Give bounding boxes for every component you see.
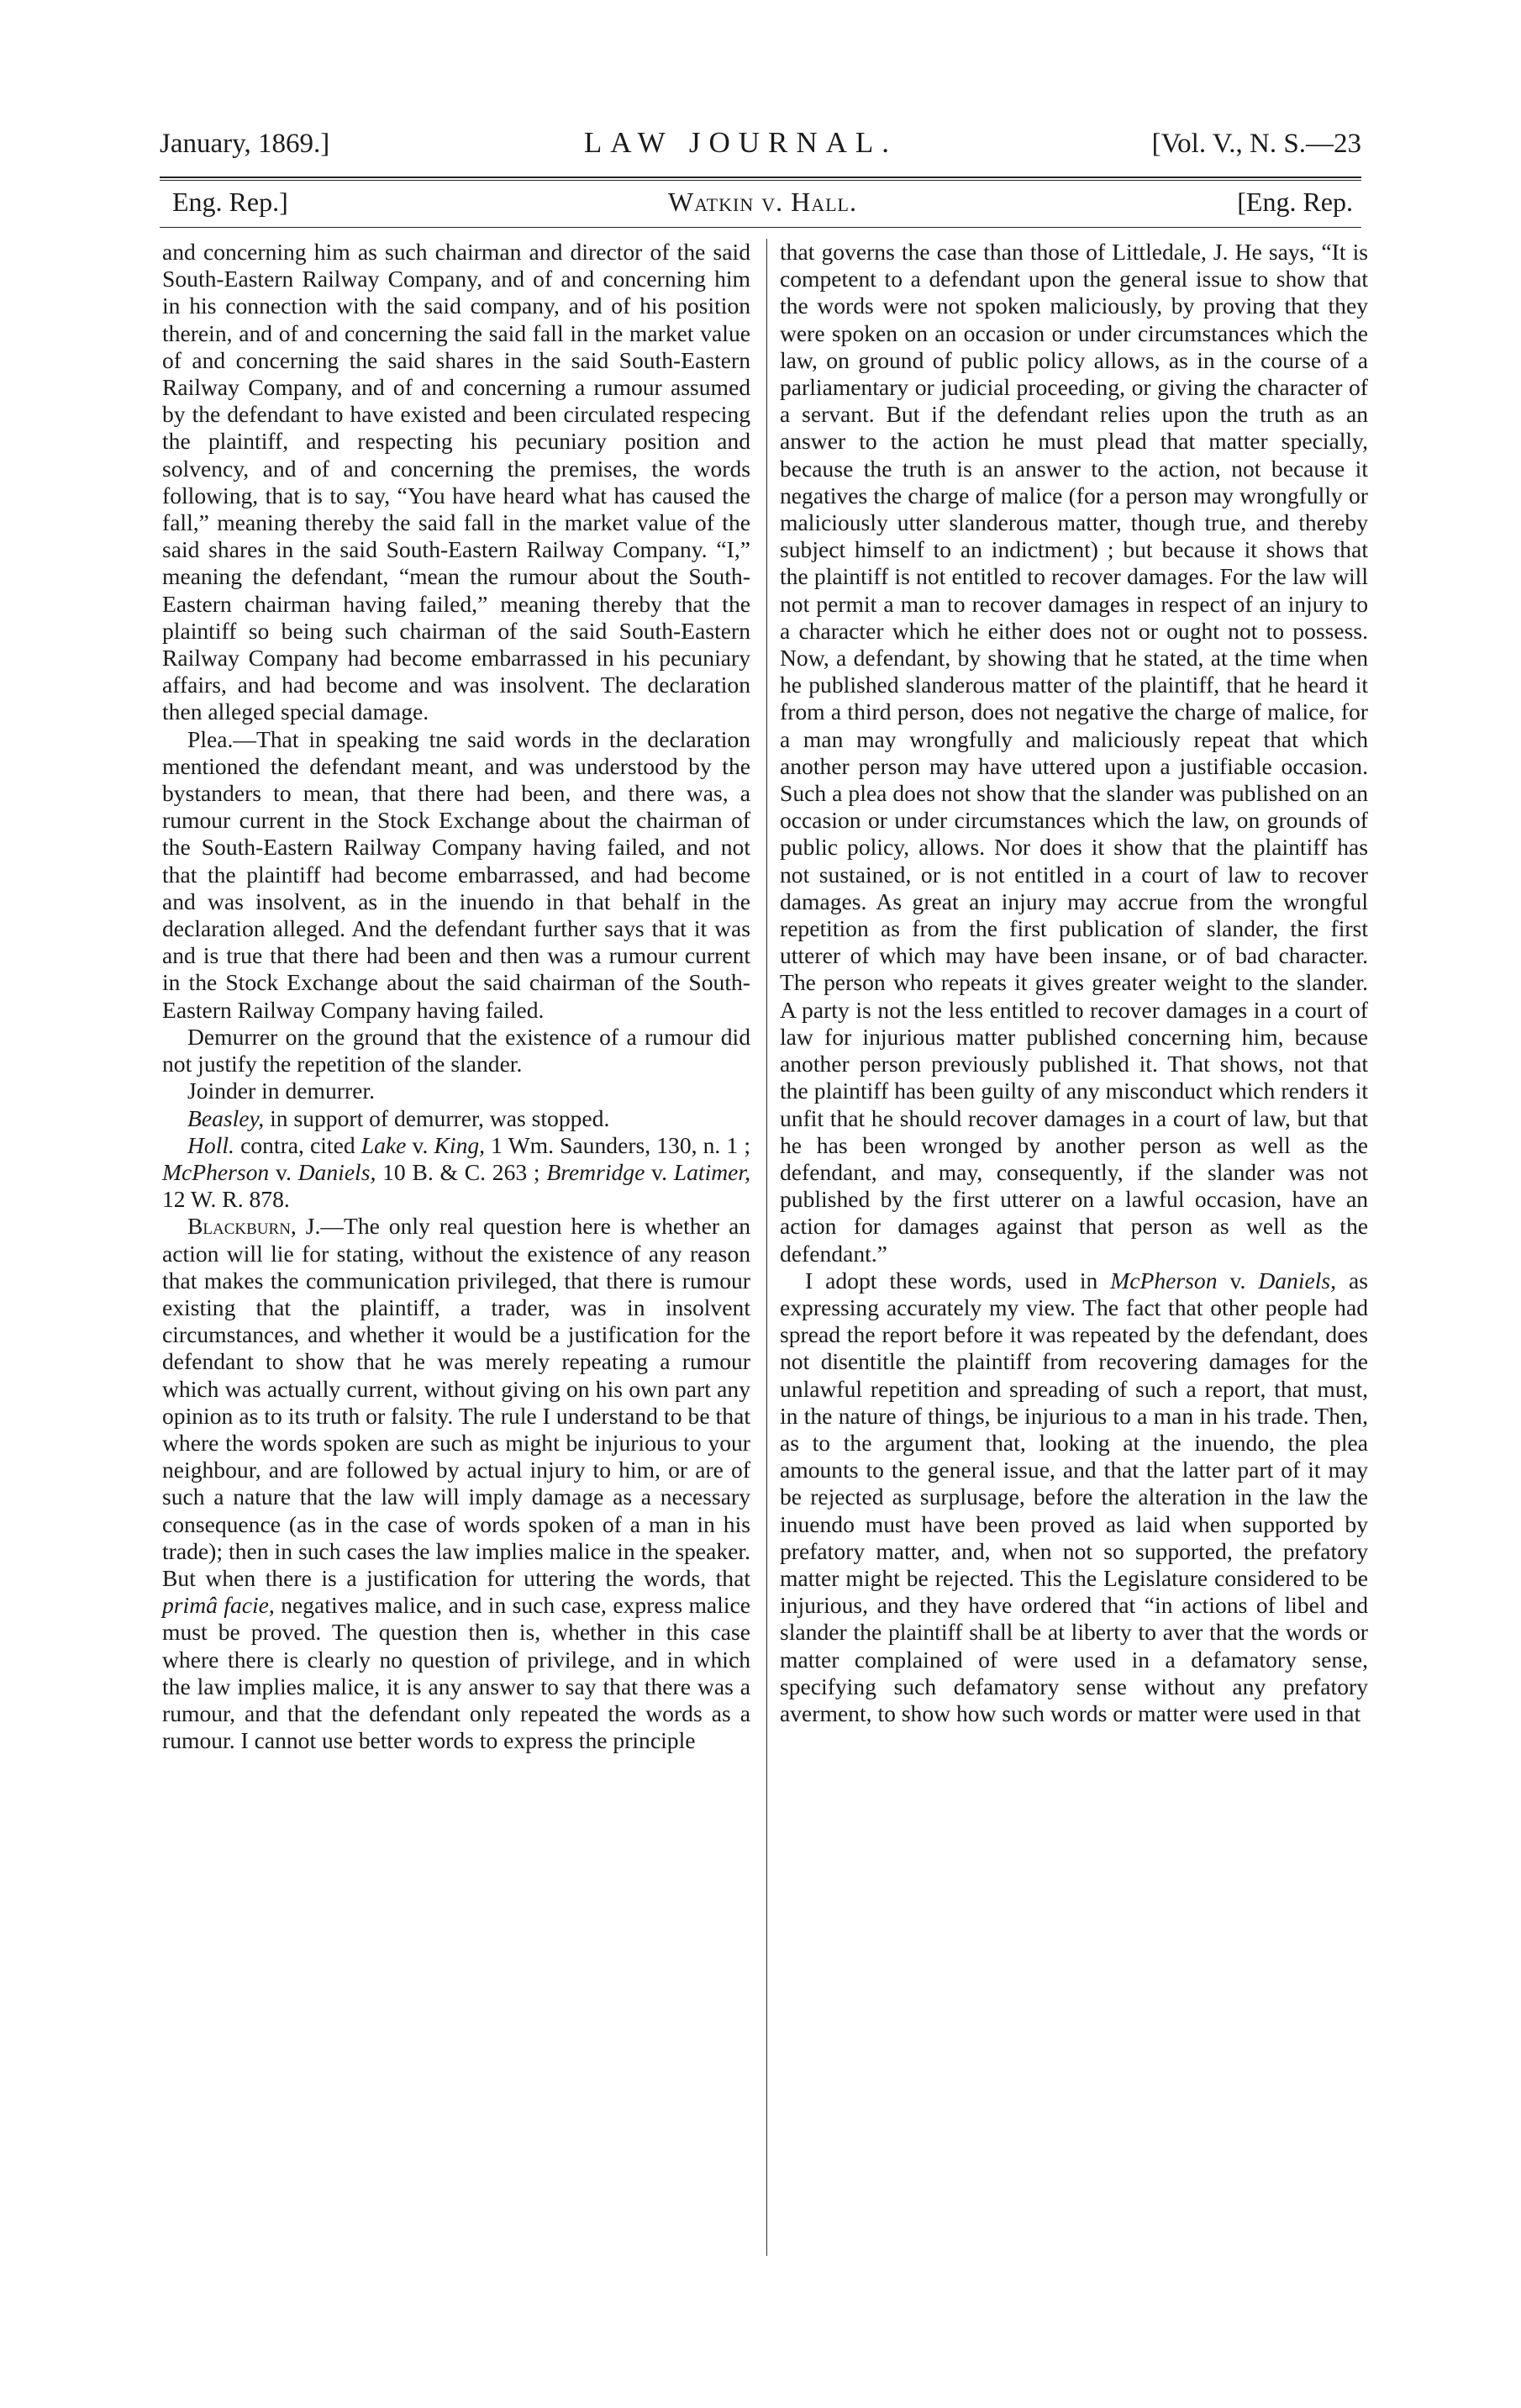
running-head	[160, 126, 1361, 177]
text-run: 12 W. R. 878.	[162, 1186, 290, 1213]
case-title: Watkin v. Hall.	[668, 187, 857, 217]
text-run: as expressing accurately my view. The fact that other people had spread the report before it was repeated by the defendant, does not disentitle the plaintiff from recovering damages for the unlawful repetition and spreading of such a report, that must, in the nature of things, be injurious to a man in his trade. Then, as to the argument that, looking at the inuendo, the plea amounts to the general issue, and that the latter part of it may be rejected as surplusage, before the alteration in the law the inuendo must have been proved as laid when supported by prefatory matter, and, when not so supported, the prefatory matter might be rejected. This the Legislature considered to be injurious, and they have ordered that “in actions of libel and slander the plaintiff shall be at liberty to aver that the words or matter complained of were used in a defamatory sense, specifying such defamatory sense without any prefatory averment, to show how such words or matter were used in that	[780, 1267, 1368, 1726]
text-run: v.	[645, 1158, 674, 1185]
counsel-name: Holl.	[187, 1131, 234, 1158]
section-right: [Eng. Rep.	[1237, 187, 1353, 217]
text-run: v.	[1217, 1267, 1259, 1294]
case-name: Bremridge	[546, 1158, 645, 1185]
text-run: 10 B. & C. 263 ;	[376, 1158, 547, 1185]
left-paragraph-counsel-support	[162, 1105, 750, 1132]
left-paragraph-plea: Plea.—That in speaking tne said words in the declaration mentioned the defendant meant, and was understood by the bystanders to mean, that there had been, and there was, a rumour current in the Stock Exchange about the chairman of the South-Eastern Railway Company having failed, and not that the plaintiff had become embarrassed, and had become and was insolvent, as in the inuendo in that behalf in the declaration alleged. And the defendant further says that it was and is true that there had been and then was a rumour current in the Stock Exchange about the said chairman of the South-Eastern Railway Company having failed.	[162, 725, 750, 1023]
counsel-text: in support of demurrer, was stopped.	[264, 1104, 610, 1131]
text-run: v.	[269, 1158, 298, 1185]
left-paragraph-demurrer: Demurrer on the ground that the existence of a rumour did not justify the repetition of the slander.	[162, 1023, 750, 1078]
left-paragraph-counsel-contra	[162, 1132, 750, 1214]
section-head	[172, 187, 1353, 225]
case-name: Latimer,	[673, 1158, 750, 1185]
case-name: McPherson	[1110, 1267, 1218, 1294]
text-run: negatives malice, and in such case, express malice must be proved. The question then is, whether in this case where there is clearly no question of privilege, and in which the law implies malice, it is any answer to say that there was a rumour, and that the defendant only repeated the words as a rumour. I cannot use better words to express the principle	[162, 1592, 750, 1754]
case-name: Daniels,	[1258, 1267, 1337, 1294]
case-name: McPherson	[162, 1158, 270, 1185]
case-name: King,	[434, 1131, 486, 1158]
text-run: contra, cited	[234, 1131, 361, 1158]
left-column	[162, 239, 750, 1754]
left-paragraph-joinder: Joinder in demurrer.	[187, 1078, 375, 1104]
text-run: v.	[406, 1131, 434, 1158]
left-paragraph-declaration: and concerning him as such chairman and director of the said South-Eastern Railway Company, and of and concerning him in his connection with the said company, and of his position therein, and of and concerning the said fall in the market value of and concerning the said shares in the said South-Eastern Railway Company, and of and concerning a rumour assumed by the defendant to have existed and been circulated respecing the plaintiff, and respecting his pecuniary position and solvency, and of and concerning the premises, the words following, that is to say, “You have heard what has caused the fall,” meaning thereby the said fall in the market value of the said shares in the said South-Eastern Railway Company. “I,” meaning the defendant, “mean the rumour about the South-Eastern chairman having failed,” meaning thereby that the plaintiff so being such chairman of the said South-Eastern Railway Company had become embarrassed in his pecuniary affairs, and had become and was insolvent. The declaration then alleged special damage.	[162, 239, 750, 725]
latin-phrase: primâ facie,	[162, 1592, 275, 1619]
issue-date: January, 1869.]	[160, 129, 330, 159]
text-run: —The only real question here is whether an action will lie for stating, without the existence of any reason that makes the communication privileged, that there is rumour existing that the plaintiff, a trader, was in insolvent circumstances, and whether it would be a justification for the defendant to show that he was merely repeating a rumour which was actually current, without giving on his own part any opinion as to its truth or falsity. The rule I understand to be that where the words spoken are such as might be injurious to your neighbour, and are followed by actual injury to him, or are of such a nature that the law will imply damage as a necessary consequence (as in the case of words spoken of a man in his trade); then in such cases the law implies malice in the speaker. But when there is a justification for uttering the words, that	[162, 1213, 750, 1591]
text-run: 1 Wm. Saunders, 130, n. 1 ;	[485, 1131, 750, 1158]
journal-title: LAW JOURNAL.	[583, 126, 898, 159]
volume-page: [Vol. V., N. S.—23	[1151, 129, 1361, 159]
case-name: Lake	[361, 1131, 407, 1158]
right-column	[780, 239, 1368, 1727]
right-paragraph-judgment	[780, 1267, 1368, 1727]
section-rule	[160, 227, 1361, 228]
column-divider	[766, 239, 767, 2256]
right-paragraph-quotation: that governs the case than those of Littledale, J. He says, “It is competent to a defendant upon the general issue to show that the words were not spoken maliciously, by proving that they were spoken on an occasion or under circumstances which the law, on ground of public policy allows, as in the course of a parliamentary or judicial proceeding, or giving the character of a servant. But if the defendant relies upon the truth as an answer to the action he must plead that matter specially, because the truth is an answer to the action, not because it negatives the charge of malice (for a person may wrongfully or maliciously utter slanderous matter, though true, and thereby subject himself to an indictment) ; but because it shows that the plaintiff is not entitled to recover damages. For the law will not permit a man to recover damages in respect of an injury to a character which he either does not or ought not to possess. Now, a defendant, by showing that he stated, at the time when he published slanderous matter of the plaintiff, that he heard it from a third person, does not negative the charge of malice, for a man may wrongfully and maliciously repeat that which another person may have uttered upon a justifiable occasion. Such a plea does not show that the slander was published on an occasion or under circumstances which the law, on grounds of public policy, allows. Nor does it show that the plaintiff has not sustained, or is not entitled in a court of law to recover damages. As great an injury may accrue from the wrongful repetition as from the first publication of slander, the first utterer of which may have been insane, or of bad character. The person who repeats it gives greater weight to the slander. A party is not the less entitled to recover damages in a court of law for injurious matter published concerning him, because another person previously published it. That shows, not that the plaintiff has been guilty of any misconduct which renders it unfit that he should recover damages in a court of law, but that he has been wronged by another person as well as the defendant, and may, consequently, if the slander was not published by the first utterer on a lawful occasion, have an action for damages against that person as well as the defendant.”	[780, 239, 1368, 1267]
judge-name: Blackburn, J.	[187, 1213, 321, 1240]
counsel-name: Beasley,	[187, 1104, 265, 1131]
section-left: Eng. Rep.]	[172, 187, 288, 217]
text-run: I adopt these words, used in	[805, 1267, 1111, 1294]
case-name: Daniels,	[297, 1158, 376, 1185]
header-rule	[160, 177, 1361, 178]
header-rule-thin	[160, 180, 1361, 181]
left-paragraph-judgment	[162, 1213, 750, 1754]
